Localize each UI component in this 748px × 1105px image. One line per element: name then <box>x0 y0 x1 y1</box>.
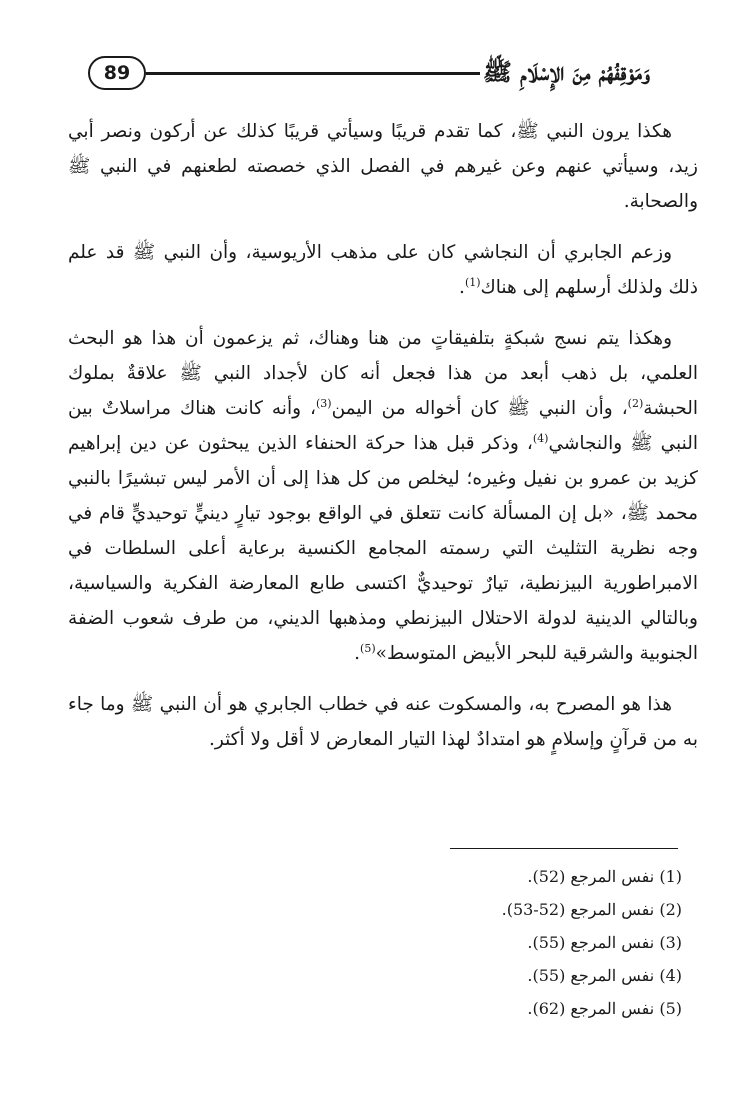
running-title: وَمَوْقِفُهُمْ مِنَ الإِسْلَامِ ﷺ <box>482 57 650 86</box>
paragraph-3-part-d: ، وذكر قبل هذا حركة الحنفاء الذين يبحثون عن دين إبراهيم كزيد بن عمرو بن نفيل وغيره؛ ليخلص من كل هذا إلى أن الأمر ليس تبشيرًا بالنبي محمد ﷺ، «بل إن المسألة كانت تتعلق في الواقع بوجود تيارٍ دينيٍّ توحيديٍّ قام في وجه نظرية التثليث التي رسمته المجامع الكنسية برعاية أعلى السلطات في الامبراطورية البيزنطية، تيارٌ توحيديٌّ اكتسى طابع المعارضة الفكرية والسياسية، وبالتالي الدينية لدولة الاحتلال البيزنطي ومذهبها الديني، من طرف شعوب الضفة الجنوبية والشرقية للبحر الأبيض المتوسط» <box>68 433 698 664</box>
footnote-2: (2) نفس المرجع (52-53). <box>501 900 682 919</box>
footnote-ref-5: (5) <box>360 641 376 655</box>
page-header <box>88 52 650 96</box>
footnote-ref-1: (1) <box>464 275 481 289</box>
footnote-5: (5) نفس المرجع (62). <box>527 999 682 1018</box>
footnote-divider <box>450 848 678 849</box>
footnote-1: (1) نفس المرجع (52). <box>527 867 682 886</box>
footnote-ref-3: (3) <box>315 396 332 410</box>
footnote-4: (4) نفس المرجع (55). <box>527 966 682 985</box>
header-divider <box>146 72 480 75</box>
paragraph-3-part-a: وهكذا يتم نسج شبكةٍ بتلفيقاتٍ من هنا وهناك، ثم يزعمون أن هذا هو البحث العلمي، بل ذهب أبعد من هذا فجعل أنه كان لأجداد النبي ﷺ علاقةٌ بملوك الحبشة <box>68 328 698 419</box>
paragraph-3: وهكذا يتم نسج شبكةٍ بتلفيقاتٍ من هنا وهناك، ثم يزعمون أن هذا هو البحث العلمي، بل ذهب أبعد من هذا فجعل أنه كان لأجداد النبي ﷺ علاقةٌ بملوك الحبشة$^{(2)}$، وأن النبي ﷺ كان أخواله من اليمن$^{(3)}$، وأنه كانت هناك مراسلاتٌ بين النبي ﷺ والنجاشي$^{(4)}$، وذكر قبل هذا حركة الحنفاء الذين يبحثون عن دين إبراهيم كزيد بن عمرو بن نفيل وغيره؛ ليخلص من كل هذا إلى أن الأمر ليس تبشيرًا بالنبي محمد ﷺ، «بل إن المسألة كانت تتعلق في الواقع بوجود تيارٍ دينيٍّ توحيديٍّ قام في وجه نظرية التثليث التي رسمته المجامع الكنسية برعاية أعلى السلطات في الامبراطورية البيزنطية، تيارٌ توحيديٌّ اكتسى طابع المعارضة الفكرية والسياسية، وبالتالي الدينية لدولة الاحتلال البيزنطي ومذهبها الديني، من طرف شعوب الضفة الجنوبية والشرقية للبحر الأبيض المتوسط»$^{(5)}$. <box>68 328 698 664</box>
footnote-ref-4: (4) <box>532 431 549 445</box>
paragraph-2-text: وزعم الجابري أن النجاشي كان على مذهب الأريوسية، وأن النبي ﷺ قد علم ذلك ولذلك أرسلهم إلى هناك <box>68 242 698 298</box>
paragraph-3-part-b: ، وأن النبي ﷺ كان أخواله من اليمن <box>331 398 628 419</box>
footnote-ref-2: (2) <box>627 396 644 410</box>
paragraph-2: وزعم الجابري أن النجاشي كان على مذهب الأريوسية، وأن النبي ﷺ قد علم ذلك ولذلك أرسلهم إلى هناك$^{(1)}$. <box>68 242 698 298</box>
paragraph-3-part-c: ، وأنه كانت هناك مراسلاتٌ بين النبي ﷺ والنجاشي <box>68 398 698 454</box>
main-text <box>68 114 698 757</box>
footnotes <box>300 860 682 1025</box>
paragraph-1: هكذا يرون النبي ﷺ، كما تقدم قريبًا وسيأتي قريبًا كذلك عن أركون ونصر أبي زيد، وسيأتي عنهم وعن غيرهم في الفصل الذي خصصته لطعنهم في النبي ﷺ والصحابة. <box>68 121 698 212</box>
page-number: 89 <box>88 56 146 90</box>
footnote-3: (3) نفس المرجع (55). <box>527 933 682 952</box>
paragraph-4: هذا هو المصرح به، والمسكوت عنه في خطاب الجابري هو أن النبي ﷺ وما جاء به من قرآنٍ وإسلامٍ هو امتدادٌ لهذا التيار المعارض لا أقل ولا أكثر. <box>68 694 698 750</box>
